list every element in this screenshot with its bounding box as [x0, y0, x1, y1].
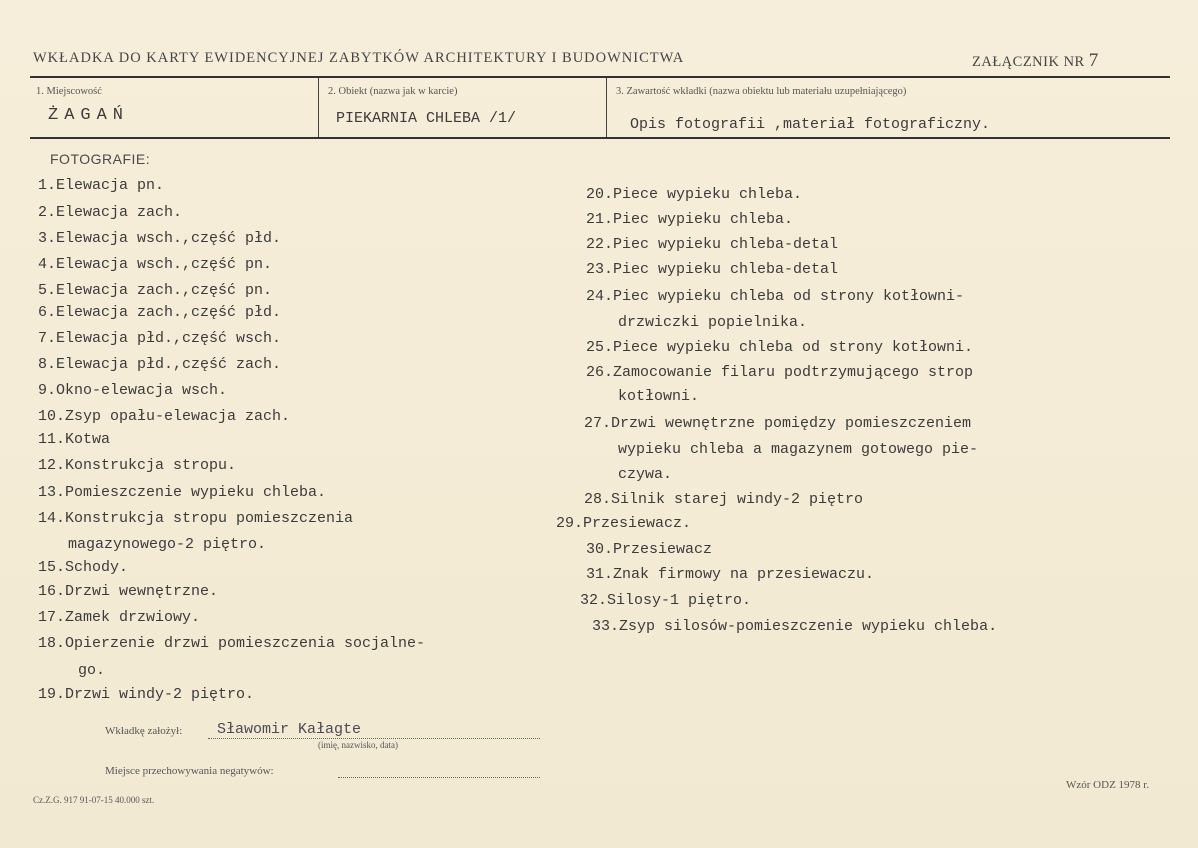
field-divider-2	[606, 78, 607, 137]
form-model: Wzór ODZ 1978 r.	[1066, 779, 1150, 791]
photo-line: kotłowni.	[618, 388, 700, 405]
author-hint: (imię, nazwisko, data)	[318, 740, 398, 750]
document-title: WKŁADKA DO KARTY EWIDENCYJNEJ ZABYTKÓW ARCHITEKTURY I BUDOWNICTWA	[33, 50, 685, 66]
author-signature: Sławomir Kałagte	[217, 721, 362, 738]
photo-line: 22.Piec wypieku chleba-detal	[586, 236, 839, 253]
photo-line: magazynowego-2 piętro.	[68, 536, 267, 553]
photo-line: drzwiczki popielnika.	[618, 314, 808, 331]
print-info: Cz.Z.G. 917 91-07-15 40.000 szt.	[33, 795, 155, 805]
object-label: 2. Obiekt (nazwa jak w karcie)	[328, 86, 458, 97]
photo-line: 13.Pomieszczenie wypieku chleba.	[38, 484, 327, 501]
photo-line: 30.Przesiewacz	[586, 541, 713, 558]
photo-line: 25.Piece wypieku chleba od strony kotłowni.	[586, 339, 974, 356]
photo-line: 33.Zsyp silosów-pomieszczenie wypieku chleba.	[592, 618, 998, 635]
photo-line: 18.Opierzenie drzwi pomieszczenia socjalne-	[38, 635, 426, 652]
photo-line: 3.Elewacja wsch.,część płd.	[38, 230, 282, 247]
photo-line: 2.Elewacja zach.	[38, 204, 183, 221]
photo-line: go.	[78, 662, 106, 679]
photo-line: 21.Piec wypieku chleba.	[586, 211, 794, 228]
photo-line: 14.Konstrukcja stropu pomieszczenia	[38, 510, 354, 527]
header-rule-bottom	[30, 137, 1170, 139]
photo-line: 23.Piec wypieku chleba-detal	[586, 261, 839, 278]
photo-line: 8.Elewacja płd.,część zach.	[38, 356, 282, 373]
photo-line: wypieku chleba a magazynem gotowego pie-	[618, 441, 979, 458]
negatives-dotted-line	[338, 777, 540, 778]
photo-line: 5.Elewacja zach.,część pn.	[38, 282, 273, 299]
author-label: Wkładkę założył:	[105, 725, 183, 737]
photo-line: czywa.	[618, 466, 673, 483]
photo-line: 31.Znak firmowy na przesiewaczu.	[586, 566, 875, 583]
photo-line: 28.Silnik starej windy-2 piętro	[584, 491, 864, 508]
object-value: PIEKARNIA CHLEBA /1/	[336, 110, 517, 127]
photo-line: 9.Okno-elewacja wsch.	[38, 382, 228, 399]
annex-header	[972, 50, 1099, 72]
photo-line: 26.Zamocowanie filaru podtrzymującego strop	[586, 364, 974, 381]
photo-line: 17.Zamek drzwiowy.	[38, 609, 201, 626]
photo-line: 29.Przesiewacz.	[556, 515, 692, 532]
photo-line: 15.Schody.	[38, 559, 129, 576]
photo-line: 6.Elewacja zach.,część płd.	[38, 304, 282, 321]
photo-line: 20.Piece wypieku chleba.	[586, 186, 803, 203]
photo-line: 12.Konstrukcja stropu.	[38, 457, 237, 474]
photo-line: 7.Elewacja płd.,część wsch.	[38, 330, 282, 347]
negatives-label: Miejsce przechowywania negatywów:	[105, 765, 274, 777]
location-label: 1. Miejscowość	[36, 86, 102, 97]
photo-line: 32.Silosy-1 piętro.	[580, 592, 752, 609]
annex-number: 7	[1088, 50, 1099, 71]
header-rule-top	[30, 76, 1170, 78]
photo-line: 10.Zsyp opału-elewacja zach.	[38, 408, 291, 425]
photo-line: 16.Drzwi wewnętrzne.	[38, 583, 219, 600]
location-value: ŻAGAŃ	[48, 106, 130, 125]
author-dotted-line	[208, 738, 540, 739]
field-divider-1	[318, 78, 319, 137]
photos-heading: FOTOGRAFIE:	[50, 151, 151, 167]
content-value: Opis fotografii ,materiał fotograficzny.	[630, 116, 991, 133]
photo-line: 1.Elewacja pn.	[38, 177, 165, 194]
photo-line: 19.Drzwi windy-2 piętro.	[38, 686, 255, 703]
photo-line: 24.Piec wypieku chleba od strony kotłowni-	[586, 288, 965, 305]
annex-label: ZAŁĄCZNIK NR	[972, 54, 1085, 70]
photo-line: 4.Elewacja wsch.,część pn.	[38, 256, 273, 273]
photo-line: 27.Drzwi wewnętrzne pomiędzy pomieszczeniem	[584, 415, 972, 432]
content-label: 3. Zawartość wkładki (nazwa obiektu lub materiału uzupełniającego)	[616, 86, 907, 97]
photo-line: 11.Kotwa	[38, 431, 111, 448]
